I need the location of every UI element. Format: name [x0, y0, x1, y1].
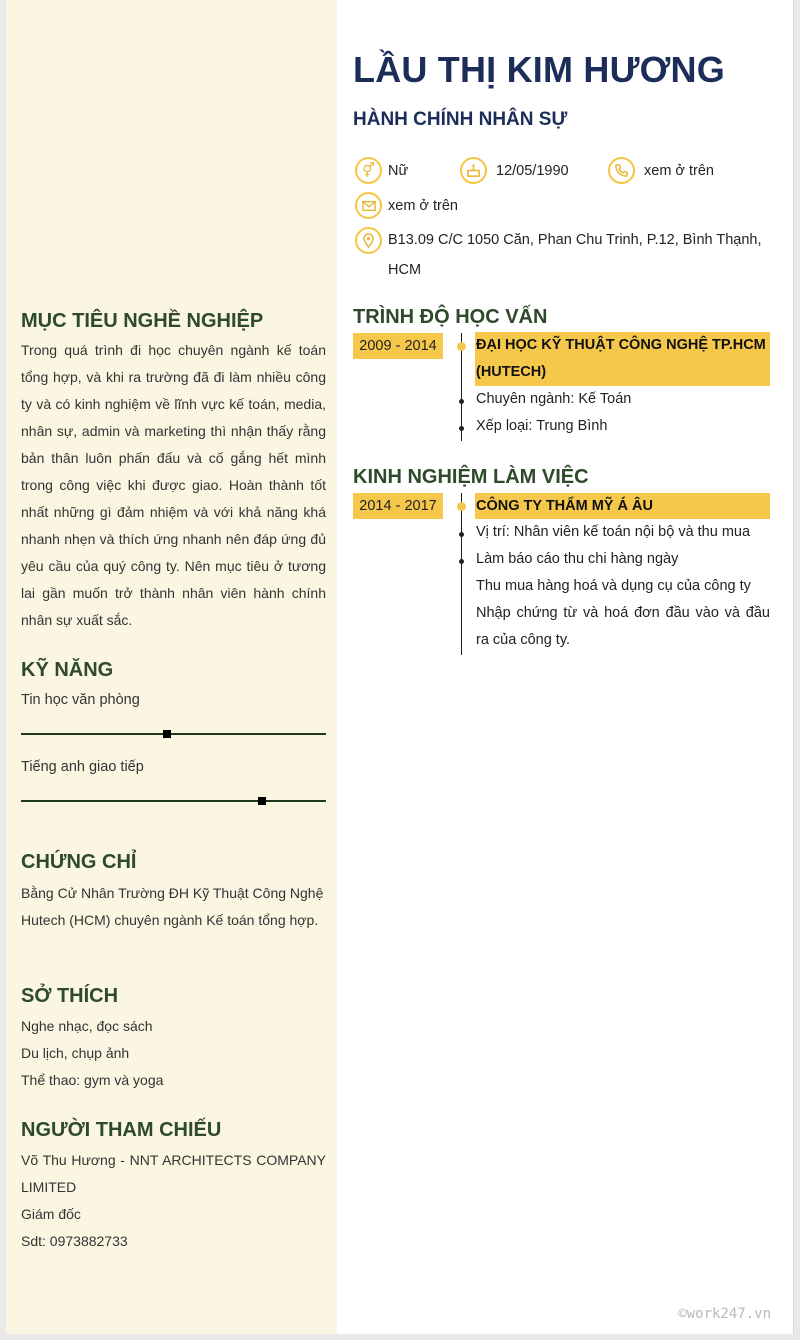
- experience-period: 2014 - 2017: [353, 493, 443, 519]
- hobbies-list: [21, 1013, 326, 1094]
- email-info: [355, 192, 458, 219]
- phone-value: xem ở trên: [644, 162, 714, 179]
- address-line-1: B13.09 C/C 1050 Căn, Phan Chu Trinh, P.12, Bình Thạnh,: [388, 232, 762, 248]
- duty-line-1: Nhập chứng từ và hoá đơn đầu vào và đầu: [476, 605, 770, 621]
- experience-duty: [476, 600, 770, 654]
- skill-level-marker: [258, 797, 266, 805]
- skill-bar: [21, 733, 326, 735]
- watermark: ©work247.vn: [678, 1306, 771, 1322]
- birthday-value: 12/05/1990: [496, 162, 569, 179]
- skill-item: [21, 757, 326, 802]
- skill-name: Tiếng anh giao tiếp: [21, 759, 144, 775]
- main-column: [337, 0, 794, 1334]
- experience-company: CÔNG TY THẨM MỸ Á ÂU: [475, 493, 770, 519]
- experience-timeline-dot: [457, 502, 466, 511]
- education-title: TRÌNH ĐỘ HỌC VẤN: [353, 306, 548, 328]
- education-bullet: [459, 426, 464, 431]
- certificates-title: CHỨNG CHỈ: [21, 851, 137, 873]
- experience-duty: Thu mua hàng hoá và dụng cụ của công ty: [476, 578, 751, 594]
- certificates-text: Bằng Cử Nhân Trường ĐH Kỹ Thuật Công Nghệ Hutech (HCM) chuyên ngành Kế toán tổng hợp.: [21, 885, 324, 928]
- skills-section: [21, 658, 326, 802]
- hobbies-section: [21, 984, 326, 1094]
- objective-text: Trong quá trình đi học chuyên ngành kế toán tổng hợp, và khi ra trường đã đi làm nhiều công ty và có kinh nghiệm về lĩnh vực kế toán, media, nhân sự, admin và marketing thì nhận thấy rằng bản thân luôn phấn đấu và cố gắng hết mình trong công việc khi được giao. Hoàn thành tốt nhất những gì đảm nhiệm và với khả năng khá nhanh nhẹn và thích ứng nhanh nên đáp ứng đủ yêu cầu của quý công ty. Nên mục tiêu ở tương lai gần muốn trở thành nhân viên hành chính nhân sự xuất sắc.: [21, 342, 326, 628]
- phone-info: [608, 157, 714, 184]
- experience-title: KINH NGHIỆM LÀM VIỆC: [353, 466, 589, 488]
- objective-section: [21, 309, 326, 634]
- hobby-item: Nghe nhạc, đọc sách: [21, 1018, 153, 1034]
- reference-role: Giám đốc: [21, 1206, 81, 1222]
- references-body: [21, 1147, 326, 1255]
- experience-bullet: [459, 532, 464, 537]
- school-line-2: (HUTECH): [476, 364, 547, 380]
- cake-icon: [460, 157, 487, 184]
- gender-value: Nữ: [388, 162, 409, 179]
- location-icon: [355, 227, 382, 254]
- hobby-item: Thể thao: gym và yoga: [21, 1072, 164, 1088]
- phone-icon: [608, 157, 635, 184]
- job-title: HÀNH CHÍNH NHÂN SỰ: [353, 109, 568, 130]
- reference-name: Võ Thu Hương - NNT ARCHITECTS COMPANY LIMITED: [21, 1152, 326, 1195]
- experience-timeline-line: [461, 493, 462, 655]
- references-section: [21, 1118, 326, 1255]
- email-icon: [355, 192, 382, 219]
- hobbies-title: SỞ THÍCH: [21, 985, 119, 1007]
- skill-name: Tin học văn phòng: [21, 692, 140, 708]
- skill-bar: [21, 800, 326, 802]
- experience-position: Vị trí: Nhân viên kế toán nội bộ và thu mua: [476, 524, 751, 540]
- education-major: Chuyên ngành: Kế Toán: [476, 391, 632, 407]
- candidate-name: LẦU THỊ KIM HƯƠNG: [353, 49, 725, 90]
- skill-level-marker: [163, 730, 171, 738]
- gender-info: [355, 157, 408, 184]
- duty-line-2: ra của công ty.: [476, 632, 571, 648]
- cv-page: [6, 0, 794, 1334]
- address-value: [388, 225, 762, 285]
- skill-item: [21, 690, 326, 735]
- skills-list: [21, 690, 326, 802]
- education-bullet: [459, 399, 464, 404]
- objective-title: MỤC TIÊU NGHỀ NGHIỆP: [21, 310, 264, 332]
- school-line-1: ĐẠI HỌC KỸ THUẬT CÔNG NGHỆ TP.HCM: [476, 337, 766, 353]
- education-period: 2009 - 2014: [353, 333, 443, 359]
- skills-title: KỸ NĂNG: [21, 659, 114, 681]
- education-school: [475, 332, 770, 386]
- experience-duty: Làm báo cáo thu chi hàng ngày: [476, 551, 679, 567]
- certificates-section: [21, 850, 326, 934]
- gender-icon: ⚥: [355, 157, 382, 184]
- references-title: NGƯỜI THAM CHIẾU: [21, 1119, 222, 1141]
- email-value: xem ở trên: [388, 197, 458, 214]
- education-timeline-dot: [457, 342, 466, 351]
- address-info: [355, 227, 762, 285]
- reference-phone: Sdt: 0973882733: [21, 1233, 128, 1249]
- address-line-2: HCM: [388, 262, 422, 278]
- sidebar: [6, 0, 337, 1334]
- birthday-info: [460, 157, 569, 184]
- hobby-item: Du lịch, chụp ảnh: [21, 1045, 130, 1061]
- experience-bullet: [459, 559, 464, 564]
- education-grade: Xếp loại: Trung Bình: [476, 418, 608, 434]
